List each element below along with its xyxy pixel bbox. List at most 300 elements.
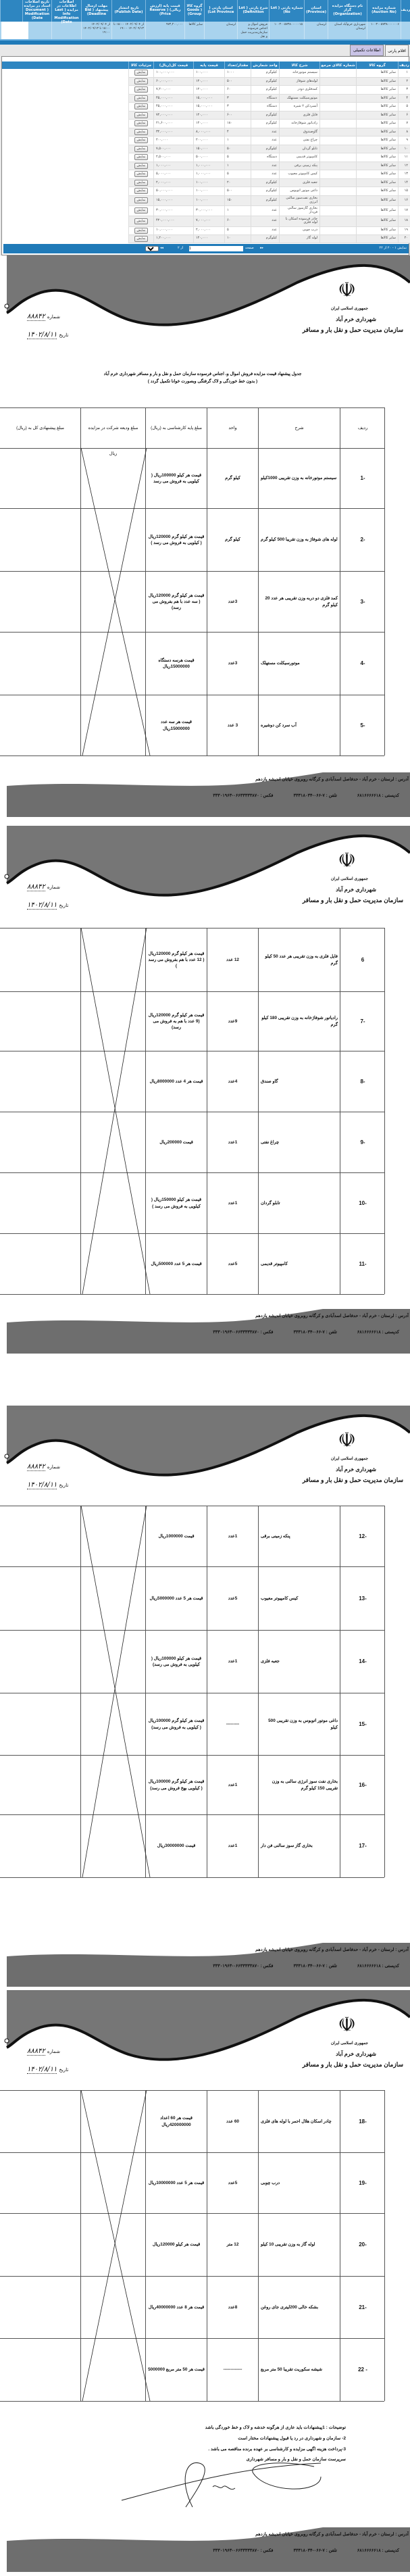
item-description-cell: گاو صندق bbox=[258, 1051, 340, 1112]
base-price-cell: ۱۲۰,۰۰۰ bbox=[193, 112, 224, 120]
offer-row bbox=[0, 1112, 384, 1173]
show-details-button[interactable]: نمایش bbox=[134, 103, 147, 109]
goods-description-cell: پنکه زمینی برقی bbox=[279, 162, 319, 170]
total-price-cell: ۱۰,۰۰۰,۰۰۰ bbox=[153, 227, 193, 234]
item-number-cell: - 22 bbox=[340, 2339, 385, 2401]
quantity-cell: ۱ bbox=[224, 162, 251, 170]
auction-header-cell: نام دستگاه مزایده گزار (Organization) bbox=[328, 0, 367, 22]
proposed-amount-cell[interactable] bbox=[0, 2214, 80, 2276]
show-details-button[interactable]: نمایش bbox=[134, 236, 147, 242]
proposed-amount-cell[interactable] bbox=[0, 1234, 80, 1294]
item-description-cell: چادر اسکان هلال احمر با لوله های فلزی bbox=[258, 2091, 340, 2152]
reference-code-cell bbox=[319, 137, 356, 145]
reference-code-cell bbox=[319, 103, 356, 111]
table-row bbox=[128, 179, 410, 188]
unit-cell: دستگاه bbox=[251, 153, 279, 162]
cross-out-mark bbox=[79, 448, 153, 756]
base-price-cell: ۱,۰۰۰,۰۰۰ bbox=[193, 162, 224, 170]
table-row bbox=[128, 153, 410, 162]
item-unit-cell: 1عدد bbox=[207, 1631, 258, 1693]
proposed-amount-cell[interactable] bbox=[0, 1815, 80, 1877]
proposed-amount-cell[interactable] bbox=[0, 1693, 80, 1755]
goods-group-cell: سایر کالاها bbox=[356, 103, 398, 111]
show-details-button[interactable]: نمایش bbox=[134, 95, 147, 101]
column-header: واحد bbox=[207, 408, 258, 448]
reference-code-cell bbox=[319, 86, 356, 94]
item-unit-cell: 60 عدد bbox=[207, 2091, 258, 2152]
quantity-cell: ۱۸۰ bbox=[224, 120, 251, 128]
base-price-cell: ۳۰,۰۰۰,۰۰۰ bbox=[193, 206, 224, 216]
total-price-cell: ۱,۰۰۰,۰۰۰ bbox=[153, 162, 193, 170]
goods-description-cell: موتورسیکلت مستهلک bbox=[279, 95, 319, 103]
item-number-cell: -1 bbox=[340, 449, 385, 508]
number-value: ۸۸۸۴۲ bbox=[27, 2048, 45, 2055]
goods-group-cell: سایر کالاها bbox=[356, 112, 398, 120]
lot-items-panel bbox=[1, 56, 409, 255]
auction-data-cell: از ۱۴۰۲/۰۹/۰۴ ۱۵:۰۰ تا ۱۴۰۲/۰۹/۱۳ ۱۹:۰۰ bbox=[81, 22, 111, 39]
auction-data-cell: لرستان bbox=[304, 22, 328, 39]
show-details-button[interactable]: نمایش bbox=[134, 78, 147, 84]
details-cell bbox=[128, 216, 153, 226]
date-value: ۱۴۰۲/۸/۱۱ bbox=[27, 2066, 57, 2073]
quantity-cell: ۲۰ bbox=[224, 179, 251, 187]
details-cell bbox=[128, 103, 153, 111]
offer-row bbox=[0, 695, 384, 756]
postal-code: کدپستی : ۶۸۱۶۶۶۶۶۱۸ bbox=[357, 1330, 399, 1335]
date-label: تاریخ bbox=[59, 2068, 69, 2073]
auction-data-cell: ۱۰۰۳۰۰۵۷۳۸۰۰۰۰۰۰۶ bbox=[367, 22, 401, 39]
auction-header-cell: گروه کالا ( Goods Group) bbox=[184, 0, 204, 22]
unit-cell: کیلوگرم bbox=[251, 145, 279, 153]
letterhead-header bbox=[0, 1406, 410, 1497]
unit-cell: کیلوگرم bbox=[251, 112, 279, 120]
goods-description-cell: آبسردکن ۲ شیره bbox=[279, 103, 319, 111]
column-header: مبلغ پیشنهادی کل به (ریال) bbox=[16, 425, 64, 430]
item-description-cell: بخاری نفت سوز انرژی سالنی به وزن تقریبی 150 کیلو گرم bbox=[258, 1756, 340, 1814]
base-price-cell: قیمت هرسه دستگاه 15000000ریال bbox=[145, 633, 207, 695]
footer-address: آدرس : لرستان - خرم آباد - حدفاصل اسدآبادی و کرگانه روبروی خیابان اندیشه یازدهم bbox=[255, 1314, 409, 1318]
goods-description-cell: رادیاتور شوفاژخانه bbox=[279, 120, 319, 128]
total-price-cell: ۲۱,۶۰۰,۰۰۰ bbox=[153, 120, 193, 128]
auction-blank-cell bbox=[1, 22, 28, 39]
row-number-cell: ۱۷ bbox=[398, 206, 410, 216]
unit-cell: کیلوگرم bbox=[251, 196, 279, 205]
unit-cell: کیلوگرم bbox=[251, 187, 279, 195]
show-details-button[interactable]: نمایش bbox=[134, 129, 147, 135]
offer-row bbox=[0, 1234, 384, 1295]
next-page-icon[interactable]: ▸▸ bbox=[260, 246, 264, 250]
base-price-cell: ۷,۰۰۰,۰۰۰ bbox=[193, 216, 224, 226]
base-price-cell: ۱۰۰,۰۰۰ bbox=[193, 196, 224, 205]
proposed-amount-cell[interactable] bbox=[0, 2277, 80, 2338]
letter-number bbox=[27, 883, 60, 891]
number-value: ۸۸۸۴۲ bbox=[27, 883, 45, 891]
offer-row bbox=[0, 572, 384, 633]
auction-header-cell: استان (Province) bbox=[304, 0, 328, 22]
item-description-cell: بشکه خالی 200لیتری جای روغن bbox=[258, 2277, 340, 2338]
notes-block bbox=[205, 2423, 346, 2465]
details-cell bbox=[128, 179, 153, 187]
show-details-button[interactable]: نمایش bbox=[134, 146, 147, 152]
details-cell bbox=[128, 69, 153, 77]
goods-group-cell: سایر کالاها bbox=[356, 196, 398, 205]
item-unit-cell: 3 عدد bbox=[207, 695, 258, 756]
item-description-cell: چراغ نفتی bbox=[258, 1112, 340, 1172]
republic-label: جمهوری اسلامی ایران bbox=[330, 307, 368, 311]
row-number-cell: ۱۵ bbox=[398, 187, 410, 195]
goods-group-cell: سایر کالاها bbox=[356, 235, 398, 243]
proposed-amount-cell[interactable] bbox=[0, 2339, 80, 2401]
cross-out-mark bbox=[79, 1506, 153, 1877]
fax-number: فکس : ۰۶۶۳۳۳۳۳۸۷۰-۳۳۳۰۱۹۶۳ bbox=[213, 2548, 274, 2553]
offer-row bbox=[0, 449, 384, 509]
column-header: شرح bbox=[258, 408, 340, 448]
items-header-cell: قیمت کل(ریال) bbox=[153, 61, 193, 69]
goods-group-cell: سایر کالاها bbox=[356, 216, 398, 226]
unit-cell: عدد bbox=[251, 137, 279, 145]
base-price-cell: قیمت هر 50 متر مربع 5000000 bbox=[145, 2339, 207, 2401]
note-line: 3-پرداخت هزینه اگهی مزایده و کارشناسی بر عهده برنده مناقصه می باشد . bbox=[208, 2446, 346, 2452]
fax-number: فکس : ۰۶۶۳۳۳۳۳۸۷۰-۳۳۳۰۱۹۶۳ bbox=[213, 1330, 274, 1335]
item-description-cell: درب چوبی bbox=[258, 2153, 340, 2213]
reference-code-cell bbox=[319, 153, 356, 162]
note-line: سرپرست سازمان حمل و نقل و بار و مسافر شهرداری bbox=[246, 2457, 346, 2462]
item-number-cell: -20 bbox=[340, 2214, 385, 2276]
base-price-cell: قیمت هر کیلو گرم 100000ریال ( کیلویی به فروش می رسد) bbox=[145, 1693, 207, 1755]
goods-group-cell: سایر کالاها bbox=[356, 69, 398, 77]
items-header-cell: جزئیات کالا bbox=[128, 61, 153, 69]
details-cell bbox=[128, 206, 153, 216]
proposed-amount-cell[interactable] bbox=[0, 695, 80, 756]
page-size-select[interactable] bbox=[145, 246, 159, 251]
item-number-cell: -21 bbox=[340, 2277, 385, 2338]
item-unit-cell: 1عدد bbox=[207, 1756, 258, 1814]
items-header-cell: مقدار/تعداد bbox=[224, 61, 251, 69]
phone-number: تلفن : ۷-۰۶۶-۳۳۳۱۸۰۳۴ bbox=[293, 1964, 337, 1968]
goods-description-cell: داغی موتور اتوبوس bbox=[279, 187, 319, 195]
base-price-cell: قیمت هر کیلو گرم 120000ریال ( 12 عدد با هم بفروش می رسد ) bbox=[145, 928, 207, 991]
show-details-button[interactable]: نمایش bbox=[134, 188, 147, 194]
item-unit-cell: 1عدد bbox=[207, 1506, 258, 1566]
show-details-button[interactable]: نمایش bbox=[134, 180, 147, 186]
item-unit-cell: 1عدد bbox=[207, 1815, 258, 1877]
row-number-cell: ۱۸ bbox=[398, 216, 410, 226]
item-number-cell: -13 bbox=[340, 1567, 385, 1630]
row-number-cell: ۱۴ bbox=[398, 179, 410, 187]
tab-additional-info[interactable]: اطلاعات تکمیلی bbox=[350, 45, 384, 56]
auction-data-cell: از ۱۴۰۲/۰۹/۰۴ ۱۵:۰۰ تا ۱۴۰۲/۰۹/۱۳ ۱۹:۰۰ bbox=[111, 22, 145, 39]
item-unit-cell: --------- bbox=[207, 1693, 258, 1755]
row-number-cell: ۸ bbox=[398, 128, 410, 137]
show-details-button[interactable]: نمایش bbox=[134, 137, 147, 143]
table-row bbox=[128, 216, 410, 227]
postal-code: کدپستی : ۶۸۱۶۶۶۶۶۱۸ bbox=[357, 1964, 399, 1968]
proposed-amount-cell[interactable] bbox=[0, 1173, 80, 1233]
total-price-cell: ۳۰,۰۰۰,۰۰۰ bbox=[153, 206, 193, 216]
organization-label: سازمان مدیریت حمل و نقل بار و مسافر bbox=[302, 326, 403, 333]
organization-label: سازمان مدیریت حمل و نقل بار و مسافر bbox=[302, 897, 403, 903]
goods-description-cell: تابلو گردان bbox=[279, 145, 319, 153]
footer-address: آدرس : لرستان - خرم آباد - حدفاصل اسدآبادی و کرگانه روبروی خیابان اندیشه یازدهم bbox=[255, 2532, 409, 2537]
base-price-cell: ۱,۰۰۰,۰۰۰ bbox=[193, 170, 224, 178]
item-description-cell: کمد فلزی دو دربه وزن تقریبی هر عدد 20 کیلو گرم bbox=[258, 572, 340, 632]
proposed-amount-cell[interactable] bbox=[0, 928, 80, 991]
reference-code-cell bbox=[319, 196, 356, 205]
footer-address: آدرس : لرستان - خرم آباد - حدفاصل اسدآبادی و کرگانه روبروی خیابان اندیشه یازدهم bbox=[255, 777, 409, 782]
proposed-amount-cell[interactable] bbox=[0, 509, 80, 571]
row-number-cell: ۱۲ bbox=[398, 162, 410, 170]
unit-cell: کیلوگرم bbox=[251, 120, 279, 128]
table-row bbox=[128, 69, 410, 78]
auction-web-view bbox=[0, 0, 410, 257]
base-price-cell: قیمت هر سه عدد 15000000ریال bbox=[145, 695, 207, 756]
details-cell bbox=[128, 153, 153, 162]
offer-row bbox=[0, 633, 384, 695]
details-cell bbox=[128, 120, 153, 128]
goods-description-cell: لوله گاز bbox=[279, 235, 319, 243]
base-price-cell: قیمت هر 4 عدد 8000000ریال bbox=[145, 1051, 207, 1112]
footer-contacts bbox=[213, 2548, 399, 2553]
auction-data-cell bbox=[51, 22, 81, 39]
show-details-button[interactable]: نمایش bbox=[134, 218, 147, 224]
proposed-amount-cell[interactable] bbox=[0, 1051, 80, 1112]
base-price-cell: ۱۲۰,۰۰۰ bbox=[193, 235, 224, 243]
page-number-input[interactable] bbox=[189, 246, 243, 251]
show-details-button[interactable]: نمایش bbox=[134, 171, 147, 177]
quantity-cell: ۱ bbox=[224, 137, 251, 145]
proposed-amount-cell[interactable] bbox=[0, 1112, 80, 1172]
item-unit-cell: ------------- bbox=[207, 2339, 258, 2401]
base-price-cell: قیمت هر 5 عدد 500000ریال bbox=[145, 1234, 207, 1294]
number-value: ۸۸۸۴۲ bbox=[27, 1463, 45, 1470]
offer-row bbox=[0, 2153, 384, 2214]
base-price-cell: قیمت هر 60 اعداد 420000000ریال bbox=[145, 2091, 207, 2152]
total-price-cell: ۴۲۰,۰۰۰,۰۰۰ bbox=[153, 216, 193, 226]
republic-label: جمهوری اسلامی ایران bbox=[330, 2041, 368, 2046]
last-page-icon[interactable]: ◂◂ bbox=[160, 246, 164, 250]
letterhead-footer bbox=[0, 1943, 410, 1987]
base-price-cell: ۱۲۰,۰۰۰ bbox=[193, 120, 224, 128]
auction-data-cell: شهرداری خرم‌آباد استان لرستان bbox=[328, 22, 367, 39]
items-header-cell: ردیف bbox=[398, 61, 410, 69]
show-details-button[interactable]: نمایش bbox=[134, 197, 147, 203]
total-price-cell: ۴۵,۰۰۰,۰۰۰ bbox=[153, 95, 193, 103]
reference-code-cell bbox=[319, 78, 356, 86]
proposed-amount-cell[interactable] bbox=[0, 2091, 80, 2152]
item-number-cell: -15 bbox=[340, 1693, 385, 1755]
item-description-cell: لوله های شوفاژ به وزن تقریبا 500 کیلو گرم bbox=[258, 509, 340, 571]
items-header-cell: شماره کالای مرجع bbox=[319, 61, 356, 69]
column-header: مبلغ پایه کارشناسی به (ریال) bbox=[145, 408, 207, 448]
table-row bbox=[128, 206, 410, 216]
item-number-cell: -10 bbox=[340, 1173, 385, 1233]
row-number-cell: ۷ bbox=[398, 120, 410, 128]
reference-code-cell bbox=[319, 162, 356, 170]
date-value: ۱۴۰۲/۸/۱۱ bbox=[27, 901, 57, 909]
table-row bbox=[128, 170, 410, 179]
base-price-cell: قیمت هر کیلو 150000ریال ( کیلویی به فروش می رسد ) bbox=[145, 1173, 207, 1233]
letterhead-header bbox=[0, 826, 410, 917]
goods-group-cell: سایر کالاها bbox=[356, 86, 398, 94]
reference-code-cell bbox=[319, 95, 356, 103]
total-price-cell: ۷۲,۰۰۰,۰۰۰ bbox=[153, 112, 193, 120]
offer-row bbox=[0, 1631, 384, 1693]
goods-description-cell: درب چوبی bbox=[279, 227, 319, 234]
table-row bbox=[128, 196, 410, 206]
base-price-cell: قیمت هر کیلو 120000ریال bbox=[145, 2214, 207, 2276]
tab-lot-items[interactable]: اقلام پارتی bbox=[385, 45, 409, 56]
proposed-amount-cell[interactable] bbox=[0, 449, 80, 508]
show-details-button[interactable]: نمایش bbox=[134, 120, 147, 126]
goods-description-cell: جعبه فلزی bbox=[279, 179, 319, 187]
municipality-label: شهرداری خرم آباد bbox=[336, 1466, 376, 1472]
show-details-button[interactable]: نمایش bbox=[134, 228, 147, 234]
row-number-cell: ۲۰ bbox=[398, 235, 410, 243]
goods-description-cell: کیس کامپیوتر معیوب bbox=[279, 170, 319, 178]
item-description-cell: کامپیوتر قدیمی bbox=[258, 1234, 340, 1294]
quantity-cell: ۵ bbox=[224, 170, 251, 178]
goods-group-cell: سایر کالاها bbox=[356, 187, 398, 195]
goods-group-cell: سایر کالاها bbox=[356, 95, 398, 103]
reference-code-cell bbox=[319, 227, 356, 234]
items-header-cell: گروه کالا bbox=[356, 61, 398, 69]
auction-table-footer-bar bbox=[0, 39, 410, 45]
show-details-button[interactable]: نمایش bbox=[134, 86, 147, 93]
details-cell bbox=[128, 137, 153, 145]
proposed-amount-cell[interactable] bbox=[0, 1567, 80, 1630]
offer-row bbox=[0, 2277, 384, 2339]
item-description-cell: فایل فلزی به وزن تقریبی هر عدد 50 کیلو گرم bbox=[258, 928, 340, 991]
item-description-cell: داغی موتور اتوبوس به وزن تقریبی 500 کیلو bbox=[258, 1693, 340, 1755]
base-price-cell: ۱۰۰,۰۰۰ bbox=[193, 187, 224, 195]
document-page bbox=[0, 826, 410, 1404]
unit-cell: عدد bbox=[251, 206, 279, 216]
letterhead-footer bbox=[0, 2527, 410, 2575]
auction-data-cell: لرستان bbox=[204, 22, 237, 39]
proposed-amount-cell[interactable] bbox=[0, 1756, 80, 1814]
phone-number: تلفن : ۷-۰۶۶-۳۳۳۱۸۰۳۴ bbox=[293, 2548, 337, 2553]
letter-number bbox=[27, 1463, 60, 1471]
proposed-amount-cell[interactable] bbox=[0, 1631, 80, 1693]
goods-group-cell: سایر کالاها bbox=[356, 120, 398, 128]
offer-table bbox=[0, 928, 385, 1294]
auction-data-cell: فروش اموال و اجناس فرسوده سازمان‌مدیریت حمل و نقل bbox=[237, 22, 269, 39]
organization-label: سازمان مدیریت حمل و نقل بار و مسافر bbox=[302, 2061, 403, 2068]
goods-description-cell: لوله‌های شوفاژ bbox=[279, 78, 319, 86]
proposed-amount-cell[interactable] bbox=[0, 992, 80, 1051]
base-price-cell: ۲۰۰,۰۰۰ bbox=[193, 137, 224, 145]
number-label: شماره bbox=[47, 1465, 60, 1470]
fax-number: فکس : ۰۶۶۳۳۳۳۳۸۷۰-۳۳۳۰۱۹۶۳ bbox=[213, 793, 274, 798]
quantity-cell: ۶۰ bbox=[224, 216, 251, 226]
unit-cell: کیلوگرم bbox=[251, 78, 279, 86]
details-cell bbox=[128, 196, 153, 205]
offer-row bbox=[0, 1693, 384, 1756]
column-header: مبلغ ودیعه شرکت در مزایده bbox=[80, 408, 145, 448]
proposed-amount-cell[interactable] bbox=[0, 1506, 80, 1566]
show-details-button[interactable]: نمایش bbox=[134, 154, 147, 160]
items-header-cell: واحد شمارش bbox=[251, 61, 279, 69]
show-details-button[interactable]: نمایش bbox=[134, 163, 147, 169]
auction-data-cell bbox=[401, 22, 410, 39]
document-page bbox=[0, 1990, 410, 2576]
reference-code-cell bbox=[319, 120, 356, 128]
item-number-cell: -2 bbox=[340, 509, 385, 571]
row-number-cell: ۴ bbox=[398, 95, 410, 103]
unit-cell: دستگاه bbox=[251, 95, 279, 103]
proposed-amount-cell[interactable] bbox=[0, 2153, 80, 2213]
item-unit-cell: 4عدد bbox=[207, 1051, 258, 1112]
republic-label: جمهوری اسلامی ایران bbox=[330, 1457, 368, 1461]
unit-cell: دستگاه bbox=[251, 103, 279, 111]
table-row bbox=[128, 120, 410, 128]
base-price-cell: ۲,۰۰۰,۰۰۰ bbox=[193, 227, 224, 234]
row-number-cell: ۱۳ bbox=[398, 170, 410, 178]
pagination-bar bbox=[3, 244, 409, 253]
quantity-cell: ۱۰ bbox=[224, 235, 251, 243]
proposed-amount-cell[interactable] bbox=[0, 572, 80, 632]
item-unit-cell: کیلو گرم bbox=[207, 449, 258, 508]
letterhead-header bbox=[0, 1990, 410, 2081]
offer-row bbox=[0, 928, 384, 992]
show-details-button[interactable]: نمایش bbox=[134, 207, 147, 214]
document-page bbox=[0, 255, 410, 822]
item-number-cell: -11 bbox=[340, 1234, 385, 1294]
base-price-cell: قیمت 30000000ریال bbox=[145, 1815, 207, 1877]
iran-emblem-icon: ☫ bbox=[338, 849, 356, 872]
show-details-button[interactable]: نمایش bbox=[134, 70, 147, 76]
base-price-cell: ۱۰۰,۰۰۰ bbox=[193, 179, 224, 187]
auction-data-cell: سایر کالاها bbox=[184, 22, 204, 39]
reference-code-cell bbox=[319, 216, 356, 226]
proposed-amount-cell[interactable] bbox=[0, 633, 80, 695]
quantity-cell: ۶۰۰ bbox=[224, 112, 251, 120]
quantity-cell: ۵۰ bbox=[224, 145, 251, 153]
item-unit-cell: 5عدد bbox=[207, 1234, 258, 1294]
row-number-cell: ۶ bbox=[398, 112, 410, 120]
item-unit-cell: 1عدد bbox=[207, 1112, 258, 1172]
details-cell bbox=[128, 78, 153, 86]
unit-cell: کیلوگرم bbox=[251, 235, 279, 243]
fax-number: فکس : ۰۶۶۳۳۳۳۳۸۷۰-۳۳۳۰۱۹۶۳ bbox=[213, 1964, 274, 1968]
total-price-cell: ۲,۰۰۰,۰۰۰ bbox=[153, 179, 193, 187]
row-number-cell: ۱۰ bbox=[398, 145, 410, 153]
goods-description-cell: چراغ نفتی bbox=[279, 137, 319, 145]
reference-code-cell bbox=[319, 206, 356, 216]
unit-cell: کیلوگرم bbox=[251, 69, 279, 77]
republic-label: جمهوری اسلامی ایران bbox=[330, 877, 368, 881]
row-number-cell: ۳ bbox=[398, 86, 410, 94]
total-price-cell: ۵۰,۰۰۰,۰۰۰ bbox=[153, 187, 193, 195]
unit-cell: عدد bbox=[251, 227, 279, 234]
goods-description-cell: کامپیوتر قدیمی bbox=[279, 153, 319, 162]
phone-number: تلفن : ۷-۰۶۶-۳۳۳۱۸۰۳۴ bbox=[293, 793, 337, 798]
table-row bbox=[128, 187, 410, 196]
base-price-cell: قیمت هر کیلو گرم 100000ریال ( کیلویی بهخ فروش می رسد) bbox=[145, 1756, 207, 1814]
row-number-cell: ۹ bbox=[398, 137, 410, 145]
show-details-button[interactable]: نمایش bbox=[134, 112, 147, 118]
item-number-cell: -8 bbox=[340, 1051, 385, 1112]
item-number-cell: -3 bbox=[340, 572, 385, 632]
offer-row bbox=[0, 1567, 384, 1631]
auction-header-cell: اصلاحات اطلاعات در مزایده ( Last Info Modification Date) bbox=[51, 0, 81, 22]
goods-group-cell: سایر کالاها bbox=[356, 78, 398, 86]
letter-date bbox=[27, 331, 68, 339]
total-price-cell: ۳۲,۰۰۰,۰۰۰ bbox=[153, 128, 193, 137]
base-price-cell: قیمت هر 5 عدد 5000000ریال bbox=[145, 1567, 207, 1630]
total-price-cell: ۱۵,۰۰۰,۰۰۰ bbox=[153, 196, 193, 205]
postal-code: کدپستی : ۶۸۱۶۶۶۶۶۱۸ bbox=[357, 793, 399, 798]
